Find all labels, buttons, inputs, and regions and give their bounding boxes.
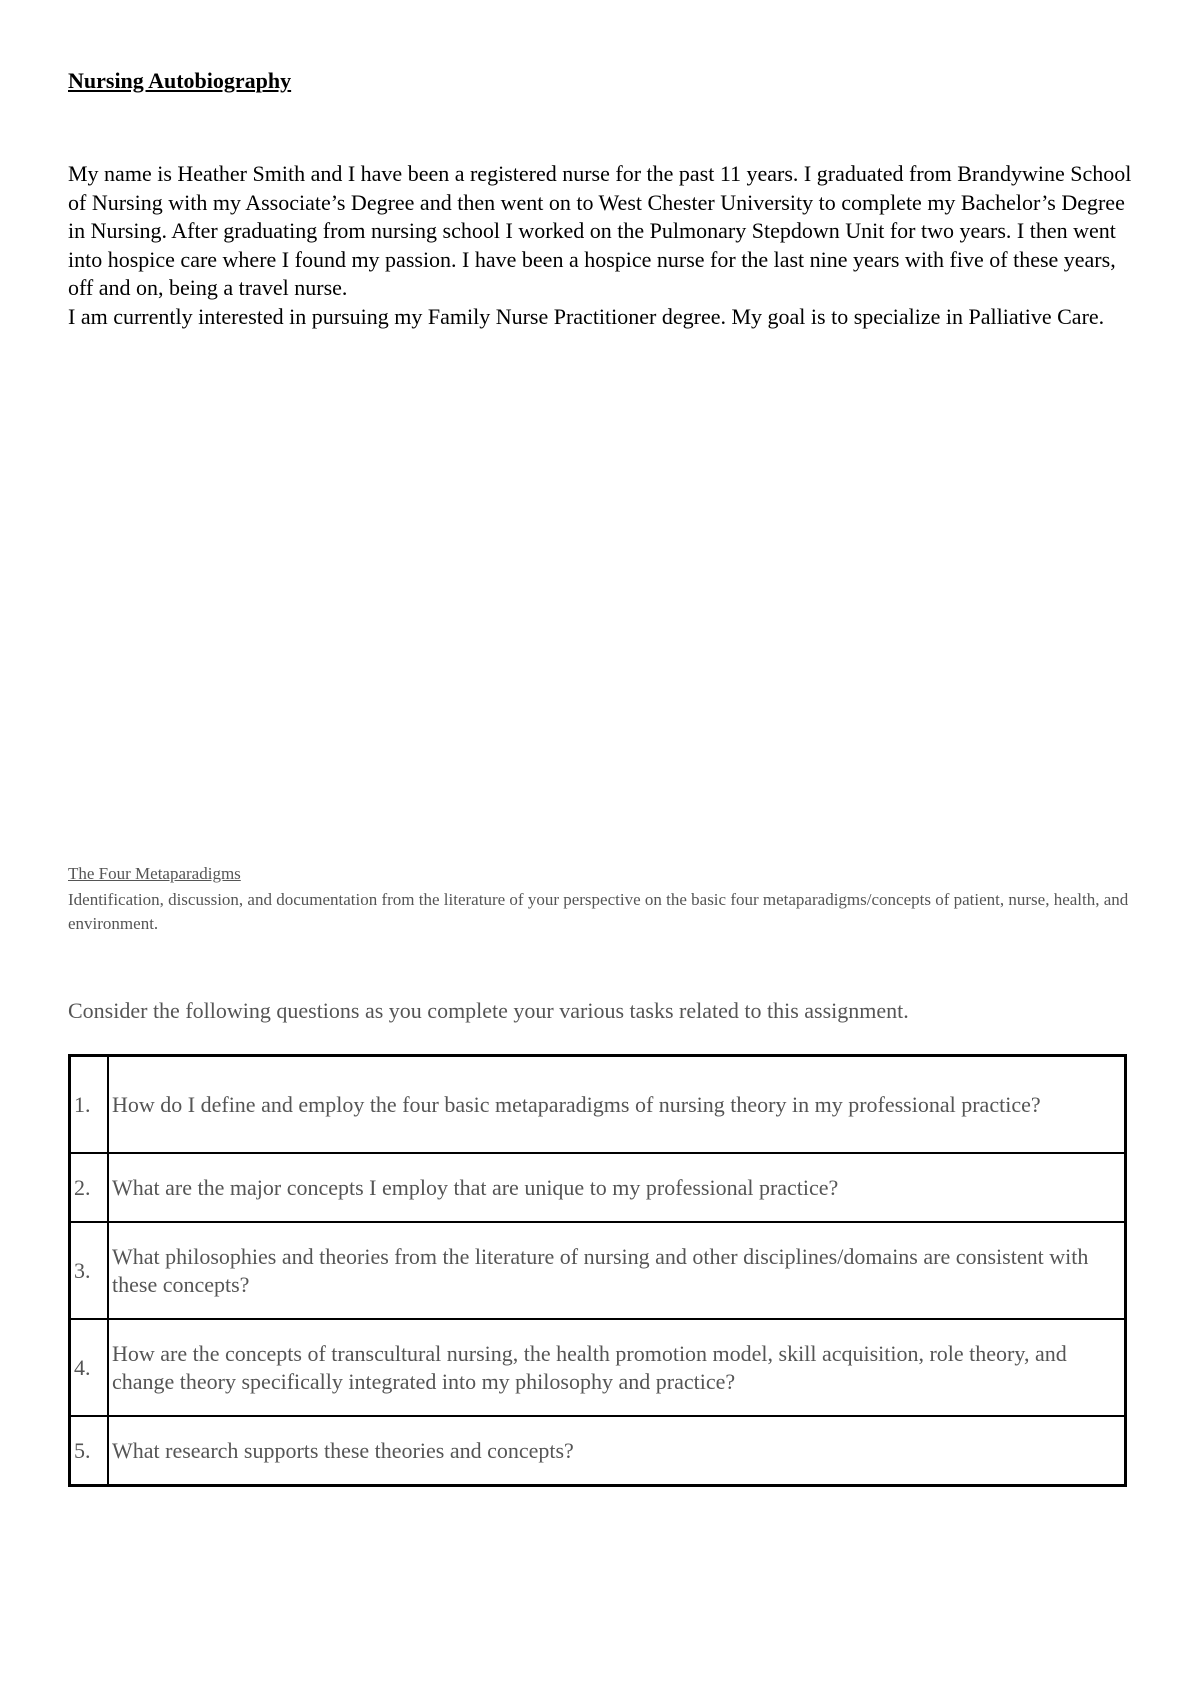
autobiography-text [68, 160, 1133, 331]
metaparadigms-description: Identification, discussion, and documentation from the literature of your perspective on the basic four metaparadigms/concepts of patient, nurse, health, and environment. [68, 890, 1129, 933]
question-number: 5. [70, 1416, 109, 1486]
question-row-2 [70, 1153, 1126, 1222]
question-text: What philosophies and theories from the literature of nursing and other disciplines/domains are consistent with these concepts? [108, 1222, 1126, 1319]
question-text: What are the major concepts I employ that are unique to my professional practice? [108, 1153, 1126, 1222]
question-text: How are the concepts of transcultural nursing, the health promotion model, skill acquisition, role theory, and change theory specifically integrated into my philosophy and practice? [108, 1319, 1126, 1416]
question-row-1 [70, 1056, 1126, 1154]
question-number: 3. [70, 1222, 109, 1319]
metaparadigms-heading: The Four Metaparadigms [68, 864, 241, 883]
question-number: 2. [70, 1153, 109, 1222]
question-row-4 [70, 1319, 1126, 1416]
question-text: What research supports these theories and concepts? [108, 1416, 1126, 1486]
question-text: How do I define and employ the four basic metaparadigms of nursing theory in my professional practice? [108, 1056, 1126, 1154]
consider-instructions: Consider the following questions as you complete your various tasks related to this assignment. [68, 998, 909, 1023]
question-row-3 [70, 1222, 1126, 1319]
question-row-5 [70, 1416, 1126, 1486]
question-number: 1. [70, 1056, 109, 1154]
question-number: 4. [70, 1319, 109, 1416]
bio-paragraph-2: I am currently interested in pursuing my Family Nurse Practitioner degree. My goal is to specialize in Palliative Care. [68, 303, 1105, 329]
questions-table [68, 1054, 1127, 1487]
document-title: Nursing Autobiography [68, 68, 292, 93]
bio-paragraph-1: My name is Heather Smith and I have been a registered nurse for the past 11 years. I graduated from Brandywine School of Nursing with my Associate’s Degree and then went on to West Chester University to complete my Bachelor’s Degree in Nursing. After graduating from nursing school I worked on the Pulmonary Stepdown Unit for two years. I then went into hospice care where I found my passion. I have been a hospice nurse for the last nine years with five of these years, off and on, being a travel nurse. [68, 161, 1132, 300]
